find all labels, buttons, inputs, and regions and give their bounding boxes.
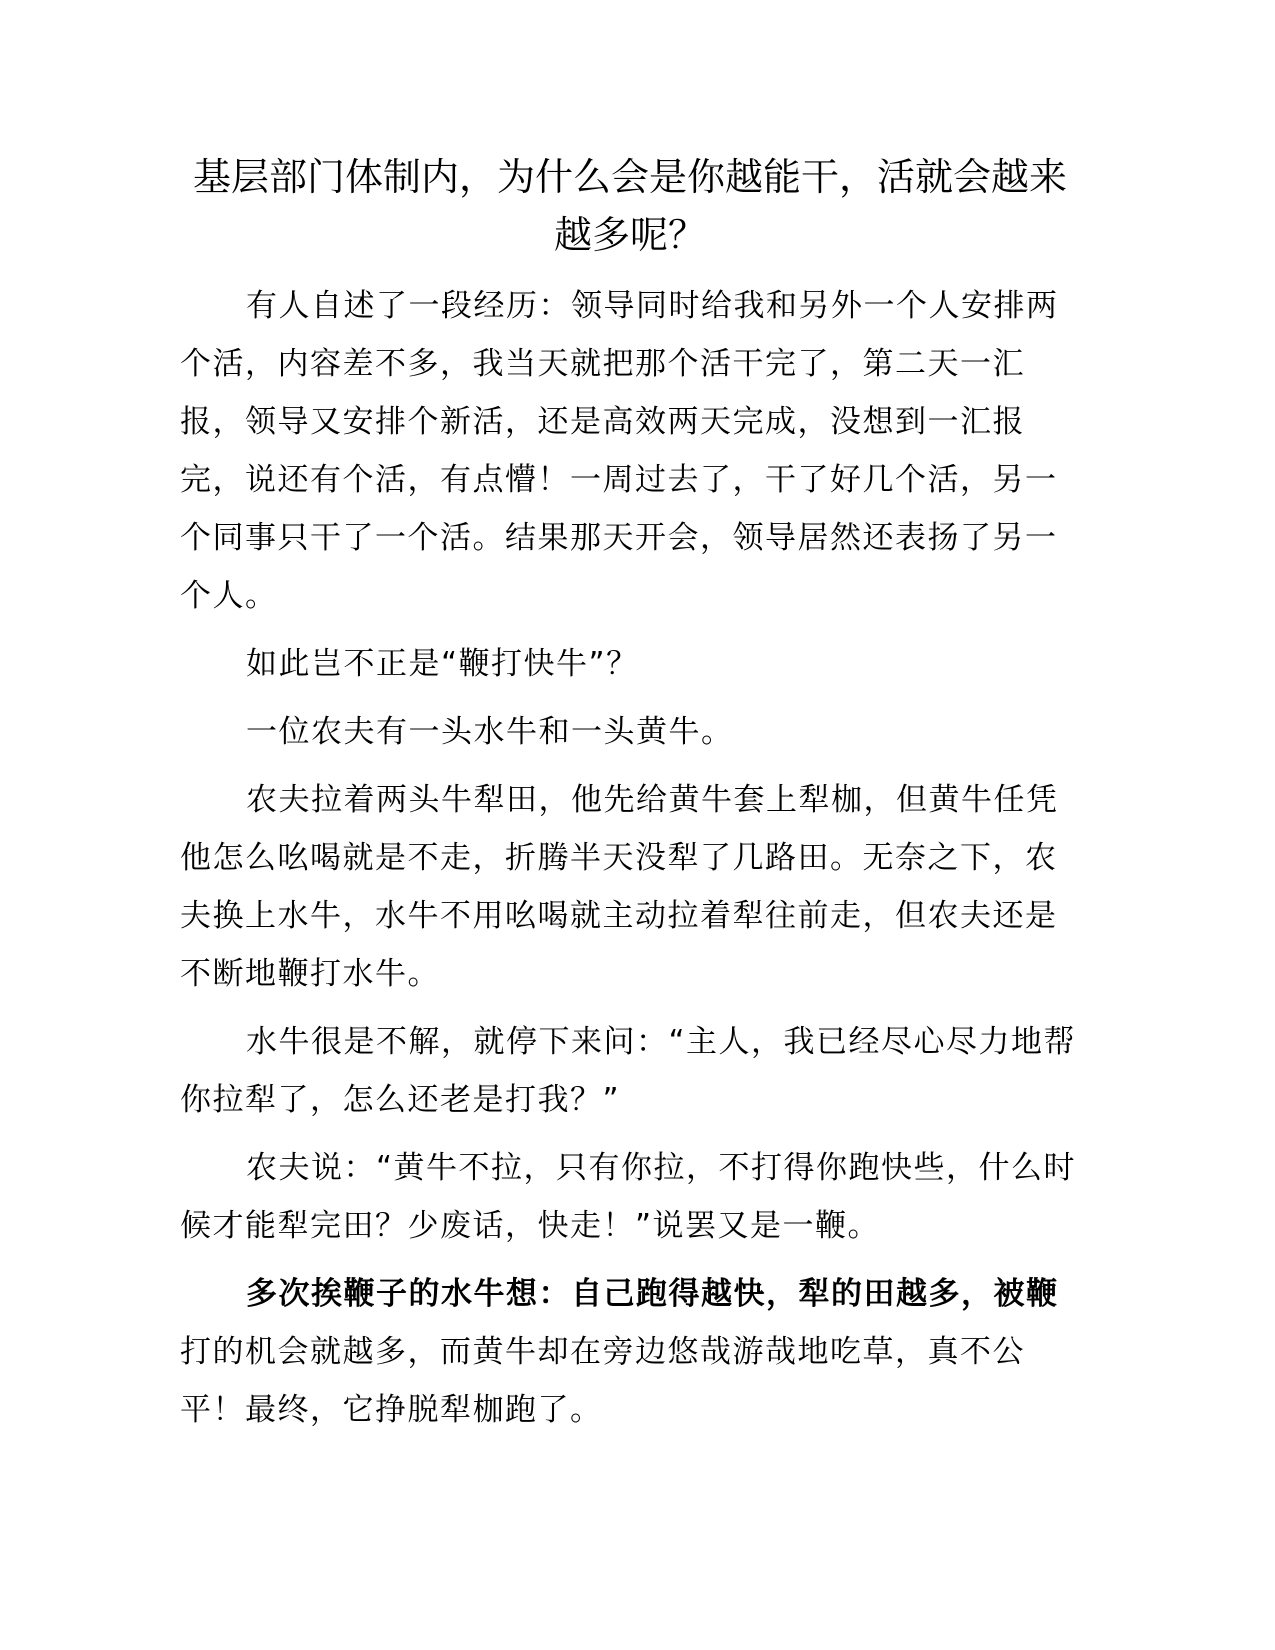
paragraph-buffalo-asks: 水牛很是不解，就停下来问：“主人，我已经尽心尽力地帮你拉犁了，怎么还老是打我？” — [180, 1024, 1077, 1118]
document-title: 基层部门体制内，为什么会是你越能干，活就会越来越多呢？ — [192, 155, 1067, 257]
document-body — [180, 277, 1080, 1449]
paragraph-buffalo-escapes — [180, 1265, 1080, 1439]
paragraph-farmer-replies: 农夫说：“黄牛不拉，只有你拉，不打得你跑快些，什么时候才能犁完田？少废话，快走！”说罢又是一鞭。 — [180, 1150, 1077, 1244]
paragraph-normal-part: 打的机会就越多，而黄牛却在旁边悠哉游哉地吃草，真不公平！最终，它挣脱犁枷跑了。 — [180, 1334, 1025, 1428]
paragraph-question: 如此岂不正是“鞭打快牛”？ — [246, 646, 639, 682]
paragraph-plowing: 农夫拉着两头牛犁田，他先给黄牛套上犁枷，但黄牛任凭他怎么吆喝就是不走，折腾半天没犁了几路田。无奈之下，农夫换上水牛，水牛不用吆喝就主动拉着犁往前走，但农夫还是不断地鞭打水牛。 — [180, 782, 1059, 992]
paragraph-bold-part: 多次挨鞭子的水牛想：自己跑得越快，犁的田越多，被鞭 — [246, 1276, 1059, 1312]
paragraph-experience: 有人自述了一段经历：领导同时给我和另外一个人安排两个活，内容差不多，我当天就把那个活干完了，第二天一汇报，领导又安排个新活，还是高效两天完成，没想到一汇报完，说还有个活，有点懵！一周过去了，干了好几个活，另一个同事只干了一个活。结果那天开会，领导居然还表扬了另一个人。 — [180, 288, 1059, 614]
paragraph-farmer-intro: 一位农夫有一头水牛和一头黄牛。 — [246, 714, 734, 750]
